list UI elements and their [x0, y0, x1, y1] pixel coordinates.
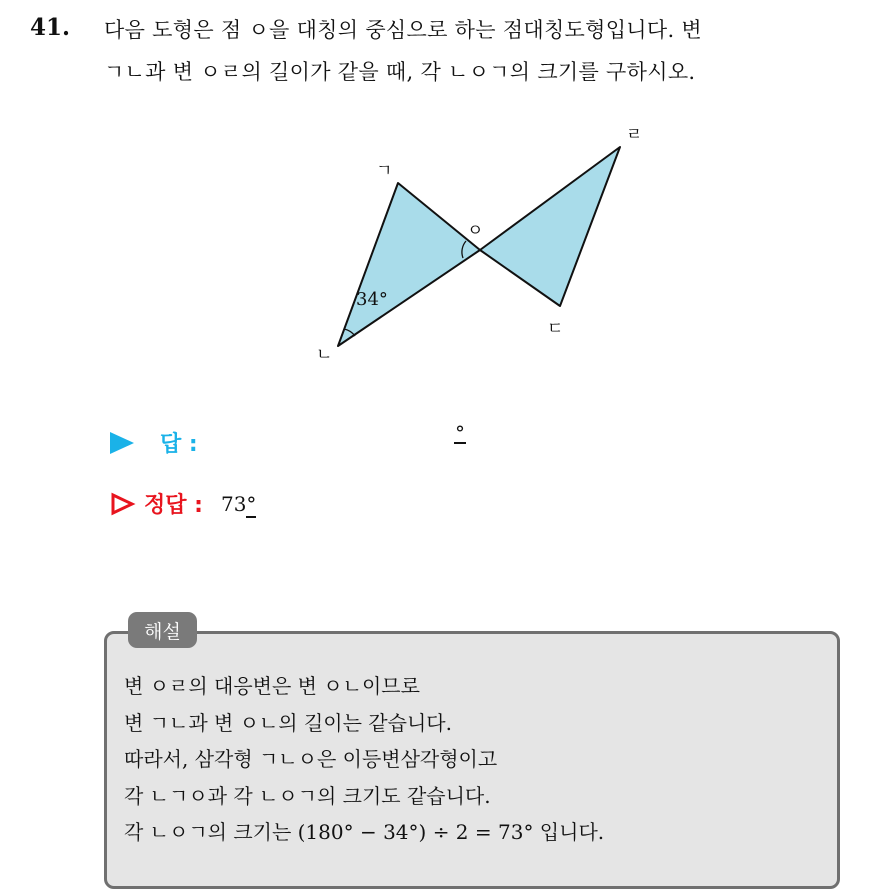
- explanation-text: [124, 668, 604, 851]
- correct-answer-row: [110, 488, 256, 519]
- explanation-line: 변 ㅇㄹ의 대응변은 변 ㅇㄴ이므로: [124, 674, 420, 698]
- explanation-line: 따라서, 삼각형 ㄱㄴㅇ은 이등변삼각형이고: [124, 747, 498, 771]
- answer-unit-blank[interactable]: °: [455, 421, 465, 445]
- label-d: ㄷ: [547, 319, 564, 339]
- angle-label: 34°: [356, 289, 388, 310]
- correct-answer-label: 정답 :: [144, 493, 203, 518]
- question-number: 41.: [30, 14, 71, 41]
- explanation-line: 변 ㄱㄴ과 변 ㅇㄴ의 길이는 같습니다.: [124, 710, 452, 735]
- triangle-left: [338, 183, 480, 346]
- label-g: ㄱ: [376, 161, 393, 181]
- question-text-line-1: 다음 도형은 점 ㅇ을 대칭의 중심으로 하는 점대칭도형입니다. 변: [104, 18, 703, 42]
- correct-answer-value: 73°: [220, 491, 257, 516]
- label-n: ㄴ: [316, 345, 333, 365]
- triangle-right: [480, 147, 620, 306]
- explanation-tag: 해설: [128, 612, 197, 648]
- answer-label: 답 :: [160, 432, 198, 457]
- point-symmetric-figure: [300, 110, 660, 380]
- question-text-line-2: ㄱㄴ과 변 ㅇㄹ의 길이가 같을 때, 각 ㄴㅇㄱ의 크기를 구하시오.: [104, 60, 696, 84]
- explanation-line: 각 ㄴㅇㄱ의 크기는 (180° − 34°) ÷ 2 = 73° 입니다.: [124, 820, 605, 844]
- answer-row: [110, 427, 198, 458]
- outline-arrow-icon: [110, 492, 136, 516]
- explanation-line: 각 ㄴㄱㅇ과 각 ㄴㅇㄱ의 크기도 같습니다.: [124, 783, 491, 808]
- label-o: ㅇ: [467, 221, 484, 241]
- label-r: ㄹ: [626, 125, 643, 145]
- play-arrow-icon: [110, 432, 134, 454]
